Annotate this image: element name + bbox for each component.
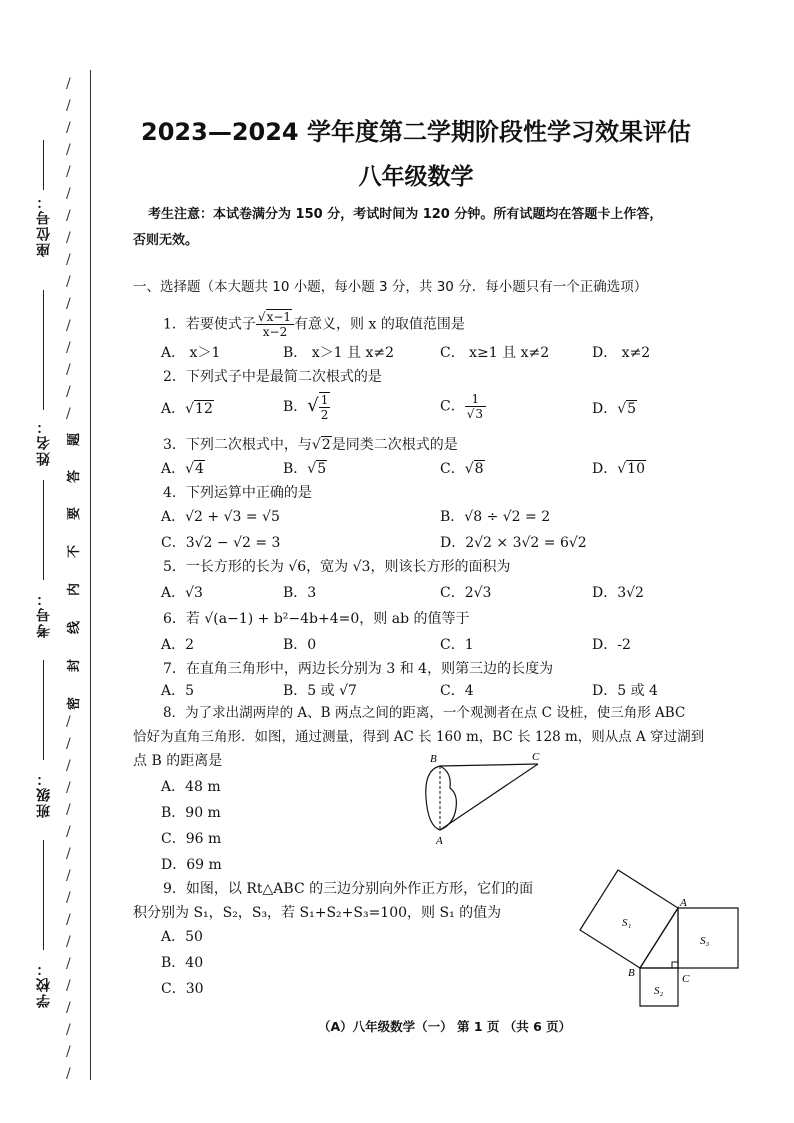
seal-slash: / xyxy=(66,362,71,378)
class-blank xyxy=(43,660,44,760)
q2-option-a: A．√12 xyxy=(161,401,213,417)
vertex-a-label: A xyxy=(680,897,687,909)
seal-char: 要 xyxy=(67,506,83,521)
q4-option-b: B．√8 ÷ √2 = 2 xyxy=(440,509,551,525)
q8-option-c: C．96 m xyxy=(161,831,222,847)
seal-slash: / xyxy=(66,340,71,356)
seal-slash: / xyxy=(66,1022,71,1038)
q2-option-d: D．√5 xyxy=(592,401,637,417)
seal-slash: / xyxy=(66,780,71,796)
q9-option-c: C．30 xyxy=(161,981,204,997)
q8-option-a: A．48 m xyxy=(161,779,221,795)
q9-stem-line-1: 9．如图，以 Rt△ABC 的三边分别向外作正方形，它们的面 xyxy=(163,881,534,897)
q8-stem-line-1: 8．为了求出湖两岸的 A、B 两点之间的距离，一个观测者在点 C 设桩，使三角形 ABC xyxy=(163,705,686,721)
notice-line-2: 否则无效。 xyxy=(133,233,199,248)
seal-slash: / xyxy=(66,120,71,136)
q1-option-a: A． x＞1 xyxy=(161,345,221,361)
seal-slash: / xyxy=(66,186,71,202)
q1-option-d: D． x≠2 xyxy=(592,345,651,361)
q7-option-d: D．5 或 4 xyxy=(592,683,658,699)
q3-stem: 3．下列二次根式中，与√2是同类二次根式的是 xyxy=(163,437,458,453)
q3-option-d: D．√10 xyxy=(592,461,645,477)
lake-triangle-diagram xyxy=(410,748,560,848)
q5-option-b: B．3 xyxy=(283,585,317,601)
point-c-label: C xyxy=(532,751,540,763)
q4-option-a: A．√2 + √3 = √5 xyxy=(161,509,280,525)
q6-option-d: D．-2 xyxy=(592,637,631,653)
seal-char: 内 xyxy=(67,582,83,597)
q5-option-c: C．2√3 xyxy=(440,585,492,601)
seal-slash: / xyxy=(66,296,71,312)
q8-stem-line-3: 点 B 的距离是 xyxy=(133,753,223,769)
seal-slash: / xyxy=(66,868,71,884)
q8-option-b: B．90 m xyxy=(161,805,221,821)
seal-slash: / xyxy=(66,230,71,246)
seal-slash: / xyxy=(66,76,71,92)
q6-option-b: B．0 xyxy=(283,637,317,653)
q5-option-a: A．√3 xyxy=(161,585,203,601)
notice-line-1: 考生注意：本试卷满分为 150 分，考试时间为 120 分钟。所有试题均在答题卡上作答， xyxy=(148,207,663,222)
q1-numerator: x−1 xyxy=(266,310,292,324)
s3-label: S₃ xyxy=(700,935,710,947)
seal-slash: / xyxy=(66,318,71,334)
q9-option-b: B．40 xyxy=(161,955,204,971)
exam-subtitle: 八年级数学 xyxy=(358,164,474,190)
q2-stem: 2．下列式子中是最简二次根式的是 xyxy=(163,369,382,385)
q1-stem xyxy=(163,310,465,339)
exam-title: 2023—2024 学年度第二学期阶段性学习效果评估 xyxy=(141,118,691,146)
school-blank xyxy=(43,840,44,950)
seal-char: 线 xyxy=(67,620,83,635)
seal-char: 题 xyxy=(67,432,83,447)
seal-slash: / xyxy=(66,98,71,114)
class-label: 班级： xyxy=(36,770,52,818)
q1-denominator: x−2 xyxy=(262,325,288,339)
seal-slash: / xyxy=(66,802,71,818)
seal-slash: / xyxy=(66,736,71,752)
seal-slash: / xyxy=(66,164,71,180)
q7-option-a: A．5 xyxy=(161,683,195,699)
q9-option-a: A．50 xyxy=(161,929,203,945)
q7-stem: 7．在直角三角形中，两边长分别为 3 和 4，则第三边的长度为 xyxy=(163,661,554,677)
seat-blank xyxy=(43,140,44,190)
seal-slash: / xyxy=(66,978,71,994)
q2-option-b: B．√ $\frac{1}{2}$ xyxy=(283,393,329,422)
name-label: 姓名： xyxy=(36,418,52,466)
seat-label: 座位号： xyxy=(36,193,52,257)
seal-slash: / xyxy=(66,846,71,862)
seal-slash: / xyxy=(66,142,71,158)
seal-slash: / xyxy=(66,406,71,422)
s2-label: S₂ xyxy=(654,985,664,997)
seal-slash: / xyxy=(66,934,71,950)
exam-no-blank xyxy=(43,480,44,580)
q8-option-d: D．69 m xyxy=(161,857,222,873)
seal-slash: / xyxy=(66,758,71,774)
q5-stem: 5．一长方形的长为 √6，宽为 √3，则该长方形的面积为 xyxy=(163,559,511,575)
q1-stem-pre: 1．若要使式子 xyxy=(163,316,256,333)
vertex-b-label: B xyxy=(628,967,635,979)
q5-option-d: D．3√2 xyxy=(592,585,644,601)
q7-option-b: B．5 或 √7 xyxy=(283,683,357,699)
seal-char: 封 xyxy=(67,658,83,673)
page-footer: （A）八年级数学（一） 第 1 页 （共 6 页） xyxy=(318,1019,572,1034)
seal-slash: / xyxy=(66,274,71,290)
q9-stem-line-2: 积分别为 S₁，S₂，S₃，若 S₁+S₂+S₃=100，则 S₁ 的值为 xyxy=(133,905,502,921)
seal-slash: / xyxy=(66,384,71,400)
q4-option-d: D．2√2 × 3√2 = 6√2 xyxy=(440,535,587,551)
exam-no-label: 考号： xyxy=(36,590,52,638)
seal-line xyxy=(90,70,91,1080)
q3-option-b: B．√5 xyxy=(283,461,327,477)
q7-option-c: C．4 xyxy=(440,683,474,699)
q3-option-a: A．√4 xyxy=(161,461,204,477)
q4-stem: 4．下列运算中正确的是 xyxy=(163,485,312,501)
seal-slash: / xyxy=(66,252,71,268)
q6-option-c: C．1 xyxy=(440,637,474,653)
seal-slash: / xyxy=(66,1066,71,1082)
name-blank xyxy=(43,290,44,410)
school-label: 学校： xyxy=(36,960,52,1008)
seal-slash: / xyxy=(66,956,71,972)
seal-slash: / xyxy=(66,912,71,928)
q1-stem-post: 有意义，则 x 的取值范围是 xyxy=(294,316,465,333)
seal-slash: / xyxy=(66,208,71,224)
q1-fraction: $\frac{√x-1}{x-2}$ xyxy=(256,310,294,339)
q6-stem: 6．若 √(a−1) + b²−4b+4=0，则 ab 的值等于 xyxy=(163,611,470,627)
point-a-label: A xyxy=(436,835,443,847)
seal-slash: / xyxy=(66,890,71,906)
s1-label: S₁ xyxy=(622,917,632,929)
seal-slash: / xyxy=(66,714,71,730)
section-heading: 一、选择题（本大题共 10 小题，每小题 3 分，共 30 分．每小题只有一个正确选项） xyxy=(133,279,648,295)
seal-slash: / xyxy=(66,824,71,840)
q6-option-a: A．2 xyxy=(161,637,195,653)
pythagoras-squares-diagram xyxy=(576,868,756,1016)
q1-option-b: B． x＞1 且 x≠2 xyxy=(283,345,394,361)
seal-char: 答 xyxy=(67,469,83,484)
q3-option-c: C．√8 xyxy=(440,461,484,477)
q4-option-c: C．3√2 − √2 = 3 xyxy=(161,535,281,551)
q1-option-c: C． x≥1 且 x≠2 xyxy=(440,345,550,361)
seal-slash: / xyxy=(66,1044,71,1060)
q8-stem-line-2: 恰好为直角三角形．如图，通过测量，得到 AC 长 160 m，BC 长 128 m，则从点 A 穿过湖到 xyxy=(133,729,705,745)
seal-slash: / xyxy=(66,1000,71,1016)
point-b-label: B xyxy=(430,753,437,765)
seal-char: 不 xyxy=(67,544,83,559)
q2-option-c: C． $\frac{1}{√3}$ xyxy=(440,392,486,421)
seal-char: 密 xyxy=(67,696,83,711)
vertex-c-label: C xyxy=(682,973,690,985)
